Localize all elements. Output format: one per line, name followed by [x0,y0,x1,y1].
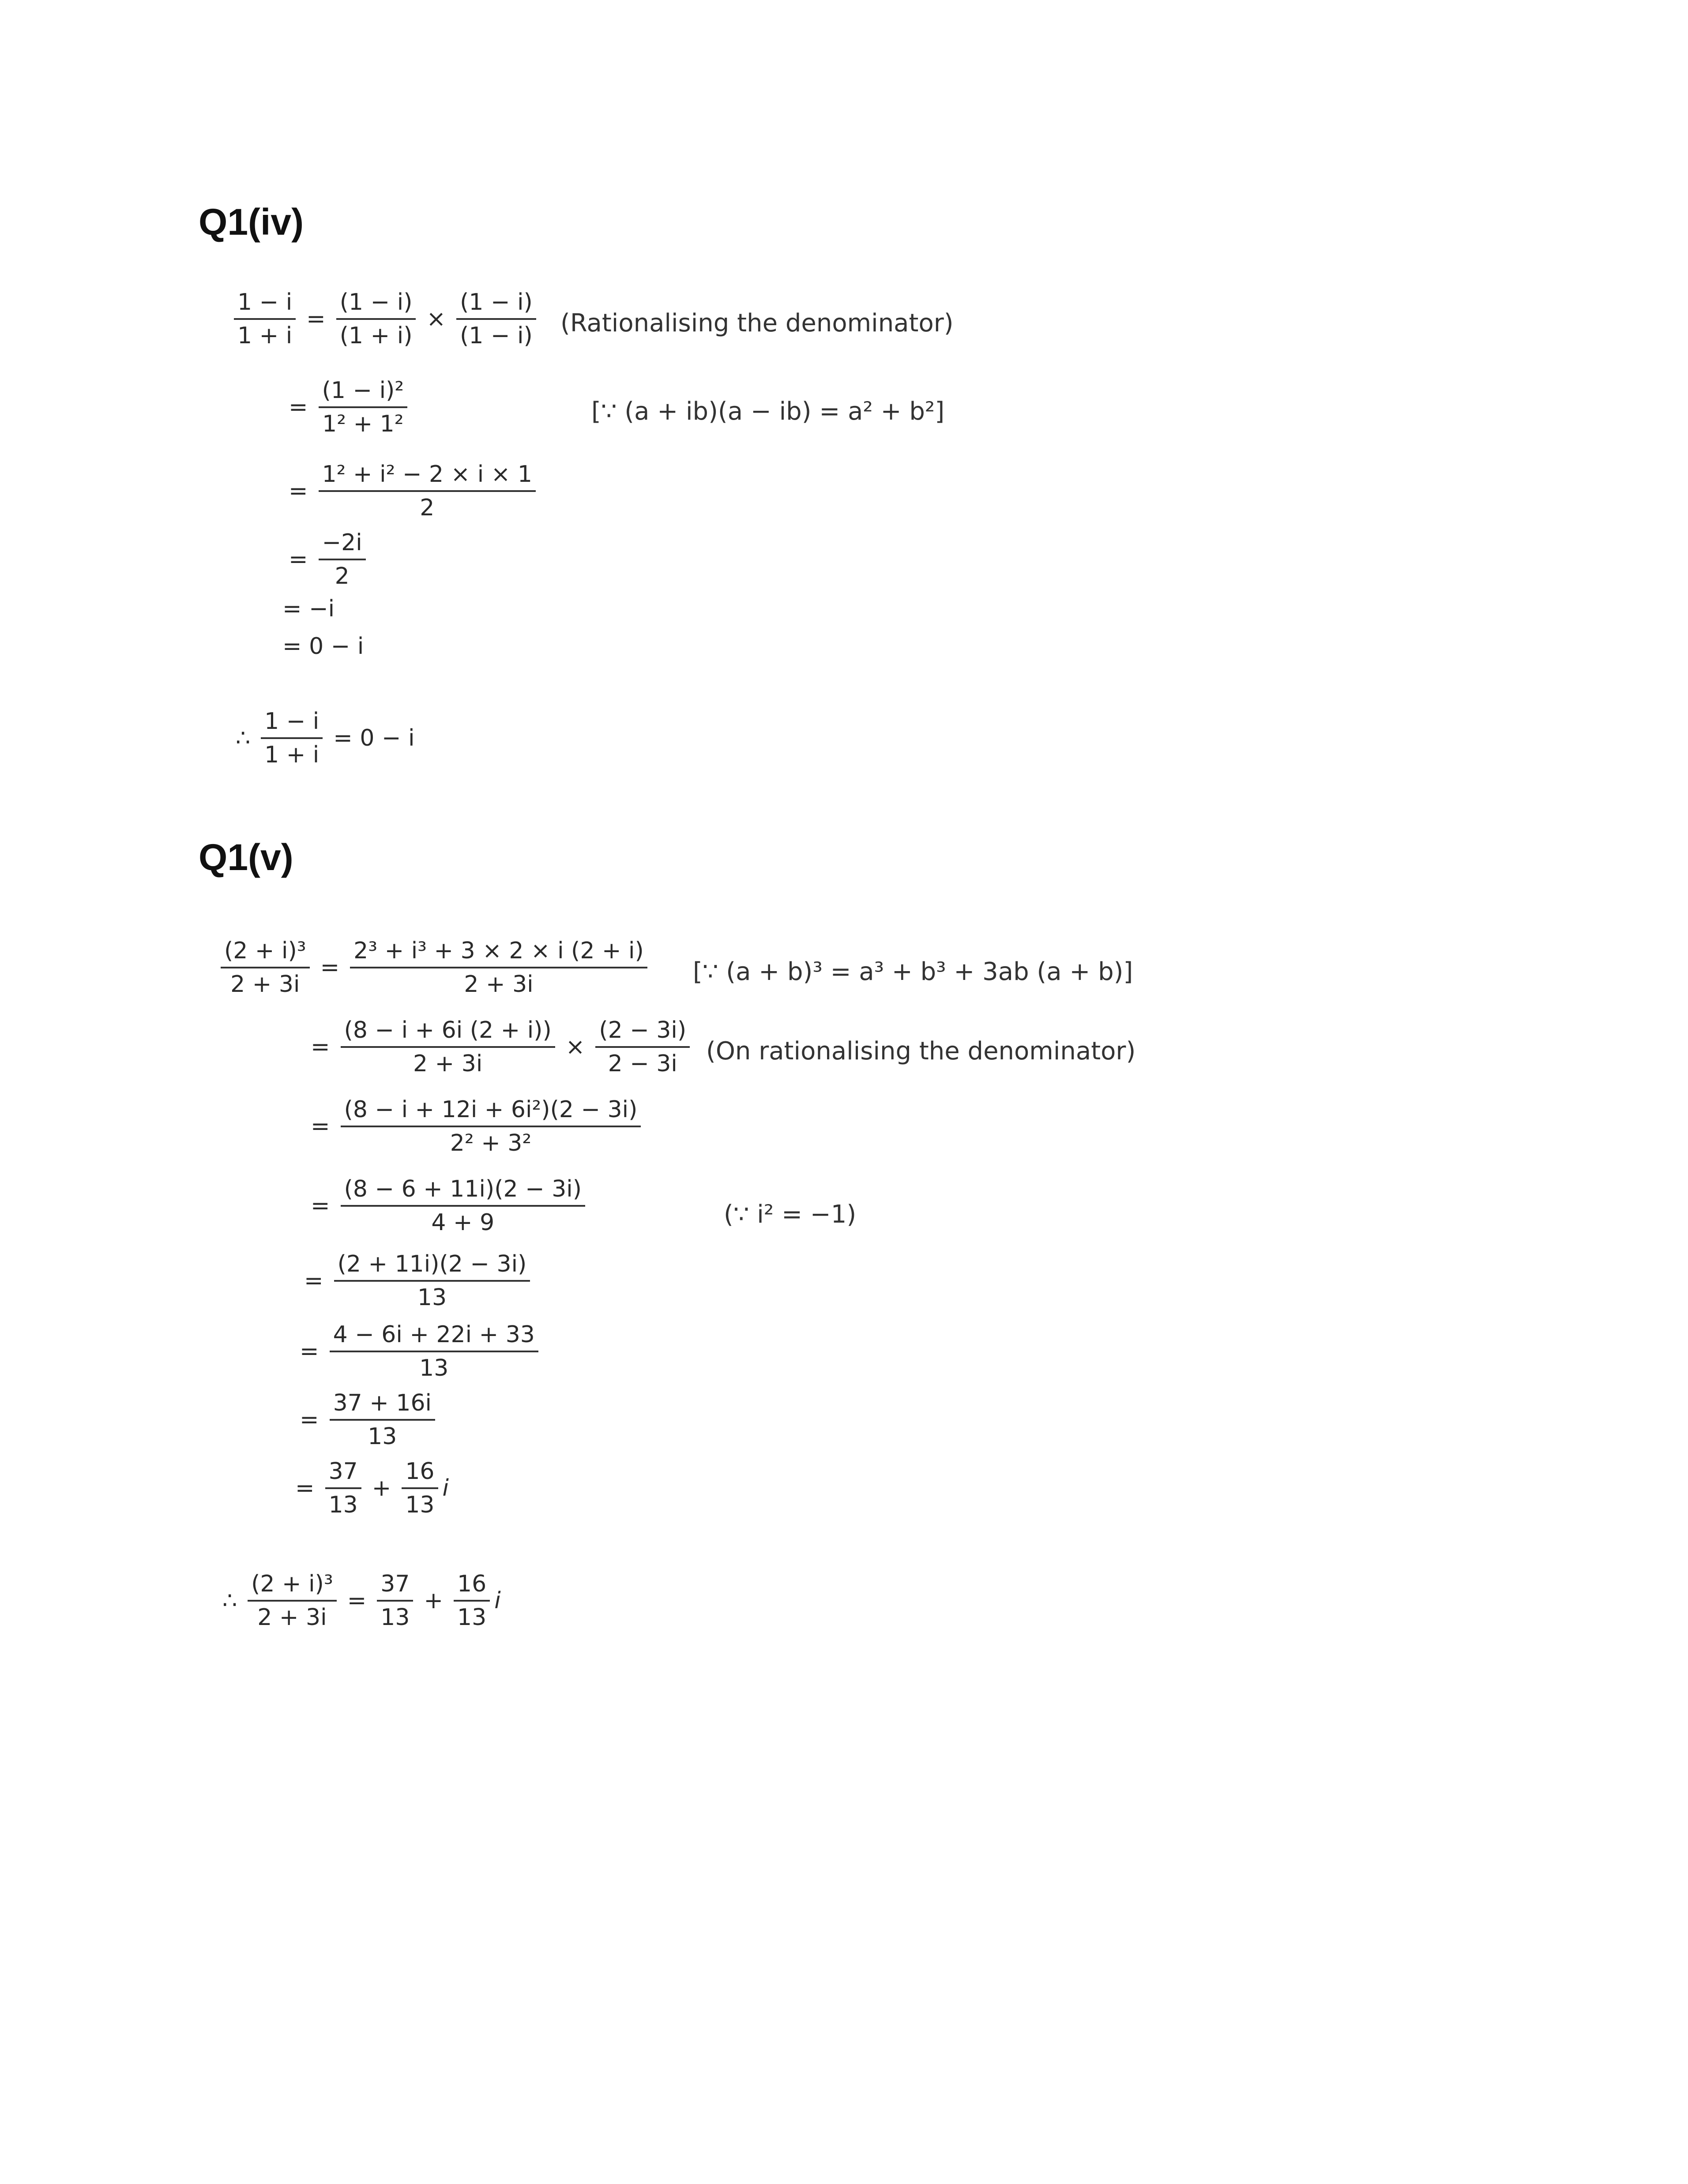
note-identity: [∵ (a + ib)(a − ib) = a² + b²] [591,397,945,426]
note-rationalising: (Rationalising the denominator) [560,309,954,338]
step-1: $\frac{\text{(2 + i)³}}{2 + 3i}$ = $\frac{\text{2³ + i³ + 3 × 2 × i (2 + i)}}{2 + 3i}$ [216,938,652,998]
q1-iv-conclusion: ∴ $\frac{1 - i}{1 + i}$ = 0 − i [236,708,415,768]
step-8: = $\frac{37}{13}$ + $\frac{16}{13}$ i [295,1458,449,1518]
factor-1: $\frac{(1 - i)}{(1 + i)}$ [336,289,416,349]
lhs-fraction: $\frac{1 - i}{1 + i}$ [234,289,296,349]
step-5: = −i [282,596,335,622]
step-1: $\frac{1 - i}{1 + i}$ = $\frac{(1 - i)}{(1 + i)}$ × $\frac{(1 - i)}{(1 - i)}$ [229,289,541,349]
step-5: = $\frac{(2 + 11i)(2 - 3i)}{13}$ [298,1251,534,1311]
lhs-fraction: $\frac{\text{(2 + i)³}}{2 + 3i}$ [221,938,310,998]
step-3: = $\frac{\text{1² + i² − 2 × i × 1}}{2}$ [282,461,540,521]
therefore-symbol: ∴ [236,725,251,751]
step-4: = $\frac{(8 - 6 + 11i)(2 - 3i)}{4 + 9}$ [305,1176,590,1236]
note-i-squared: (∵ i² = −1) [724,1200,857,1229]
therefore-symbol: ∴ [222,1587,237,1614]
step-4: = $\frac{-2i}{2}$ [282,529,370,589]
q1-v-conclusion: ∴ $\frac{\text{(2 + i)³}}{2 + 3i}$ = $\frac{37}{13}$ + $\frac{16}{13}$ i [222,1571,501,1631]
note-rationalising: (On rationalising the denominator) [706,1037,1136,1066]
step-6: = $\frac{4 - 6i + 22i + 33}{13}$ [293,1321,543,1381]
step-2: = $\frac{(8 - i + 6i (2 + i))}{2 + 3i}$ × $\frac{(2 - 3i)}{2 - 3i}$ [305,1017,694,1077]
q1-v-heading: Q1(v) [199,837,293,878]
step-2: = $\frac{\text{(1 − i)²}}{\text{1² + 1²}}$ [282,377,412,437]
note-cube-identity: [∵ (a + b)³ = a³ + b³ + 3ab (a + b)] [693,957,1133,986]
step-3: = $\frac{\text{(8 − i + 12i + 6i²)(2 − 3i)}}{\text{2² + 3²}}$ [305,1096,645,1156]
step-6: = 0 − i [282,633,364,660]
factor-2: $\frac{(1 - i)}{(1 - i)}$ [456,289,536,349]
q1-iv-heading: Q1(iv) [199,201,304,243]
step-7: = $\frac{37 + 16i}{13}$ [293,1390,440,1450]
